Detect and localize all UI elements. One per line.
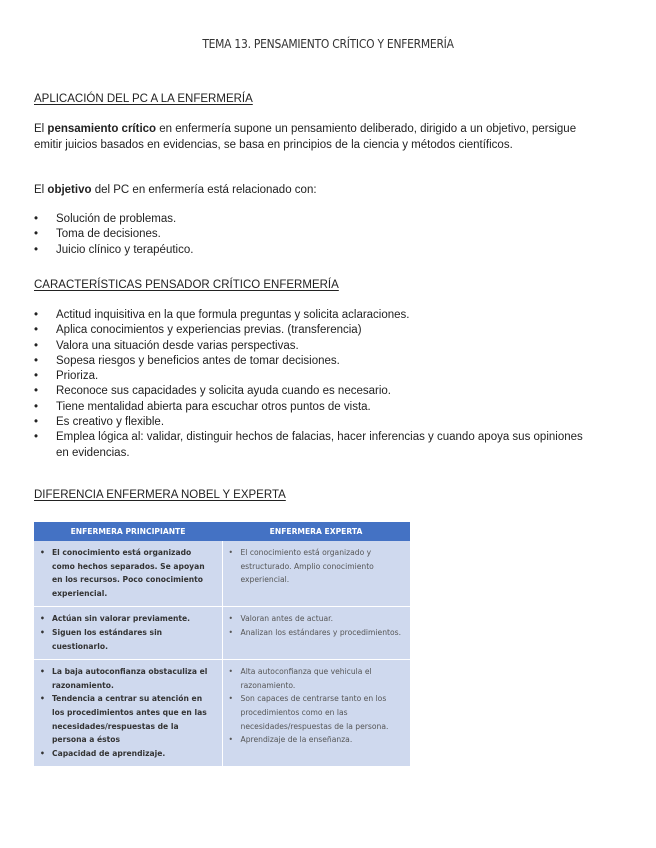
bold-term: pensamiento crítico	[47, 123, 157, 135]
paragraph-text: El	[34, 184, 48, 196]
cell-bullet: • Actúan sin valorar previamente.	[40, 612, 216, 626]
cell-bullet: • Analizan los estándares y procedimientos.	[229, 626, 405, 640]
table-cell-experta	[222, 660, 410, 767]
list-item: • Sopesa riesgos y beneficios antes de tomar decisiones.	[34, 354, 594, 369]
list-item: • Prioriza.	[34, 369, 594, 384]
list-item: • Juicio clínico y terapéutico.	[34, 243, 594, 258]
cell-bullet: • El conocimiento está organizado y estructurado. Amplio conocimiento experiencial.	[229, 546, 405, 587]
objetivo-list	[34, 212, 594, 258]
table-cell-principiante	[34, 607, 222, 660]
table-cell-principiante	[34, 541, 222, 607]
cell-bullet: • Son capaces de centrarse tanto en los procedimientos como en las necesidades/respuestas de la persona.	[229, 692, 405, 733]
cell-bullet: • Aprendizaje de la enseñanza.	[229, 733, 405, 747]
section-heading-caracteristicas: CARACTERÍSTICAS PENSADOR CRÍTICO ENFERMERÍA	[34, 279, 339, 291]
cell-bullet: • Valoran antes de actuar.	[229, 612, 405, 626]
cell-bullet: • El conocimiento está organizado como hechos separados. Se apoyan en los recursos. Poco conocimiento experiencial.	[40, 546, 216, 600]
table-cell-principiante	[34, 660, 222, 767]
list-item: • Tiene mentalidad abierta para escuchar otros puntos de vista.	[34, 400, 594, 415]
paragraph-pensamiento-critico	[34, 122, 594, 153]
paragraph-text: del PC en enfermería está relacionado con:	[91, 184, 317, 196]
paragraph-text: en enfermería supone un pensamiento deliberado, dirigido a un objetivo, persigue emitir juicios basados en evidencias, se basa en principios de la ciencia y métodos científicos.	[34, 123, 577, 151]
table-row	[34, 660, 410, 767]
column-header-principiante: ENFERMERA PRINCIPIANTE	[34, 522, 222, 541]
section-heading-diferencia: DIFERENCIA ENFERMERA NOBEL Y EXPERTA	[34, 489, 286, 501]
cell-bullet: • Tendencia a centrar su atención en los procedimientos antes que en las necesidades/respuestas de la persona a éstos	[40, 692, 216, 746]
table-cell-experta	[222, 541, 410, 607]
list-item: • Aplica conocimientos y experiencias previas. (transferencia)	[34, 323, 594, 338]
bold-term: objetivo	[47, 184, 92, 196]
table-row	[34, 607, 410, 660]
cell-bullet: • Siguen los estándares sin cuestionarlo.	[40, 626, 216, 653]
caracteristicas-list	[34, 308, 594, 461]
list-item: • Valora una situación desde varias perspectivas.	[34, 339, 594, 354]
table-row	[34, 541, 410, 607]
list-item: • Solución de problemas.	[34, 212, 594, 227]
cell-bullet: • Alta autoconfianza que vehicula el razonamiento.	[229, 665, 405, 692]
section-heading-aplicacion: APLICACIÓN DEL PC A LA ENFERMERÍA	[34, 93, 253, 105]
list-item: • Reconoce sus capacidades y solicita ayuda cuando es necesario.	[34, 384, 594, 399]
column-header-experta: ENFERMERA EXPERTA	[222, 522, 410, 541]
page-title: TEMA 13. PENSAMIENTO CRÍTICO Y ENFERMERÍA	[202, 36, 454, 51]
cell-bullet: • Capacidad de aprendizaje.	[40, 747, 216, 761]
table-header-row	[34, 522, 410, 541]
list-item: • Emplea lógica al: validar, distinguir hechos de falacias, hacer inferencias y cuando apoya sus opiniones en evidencias.	[34, 430, 594, 461]
list-item: • Es creativo y flexible.	[34, 415, 594, 430]
table-cell-experta	[222, 607, 410, 660]
paragraph-text: El	[34, 123, 48, 135]
list-item: • Toma de decisiones.	[34, 227, 594, 242]
paragraph-objetivo	[34, 183, 594, 199]
list-item: • Actitud inquisitiva en la que formula preguntas y solicita aclaraciones.	[34, 308, 594, 323]
comparison-table	[34, 522, 410, 766]
cell-bullet: • La baja autoconfianza obstaculiza el razonamiento.	[40, 665, 216, 692]
